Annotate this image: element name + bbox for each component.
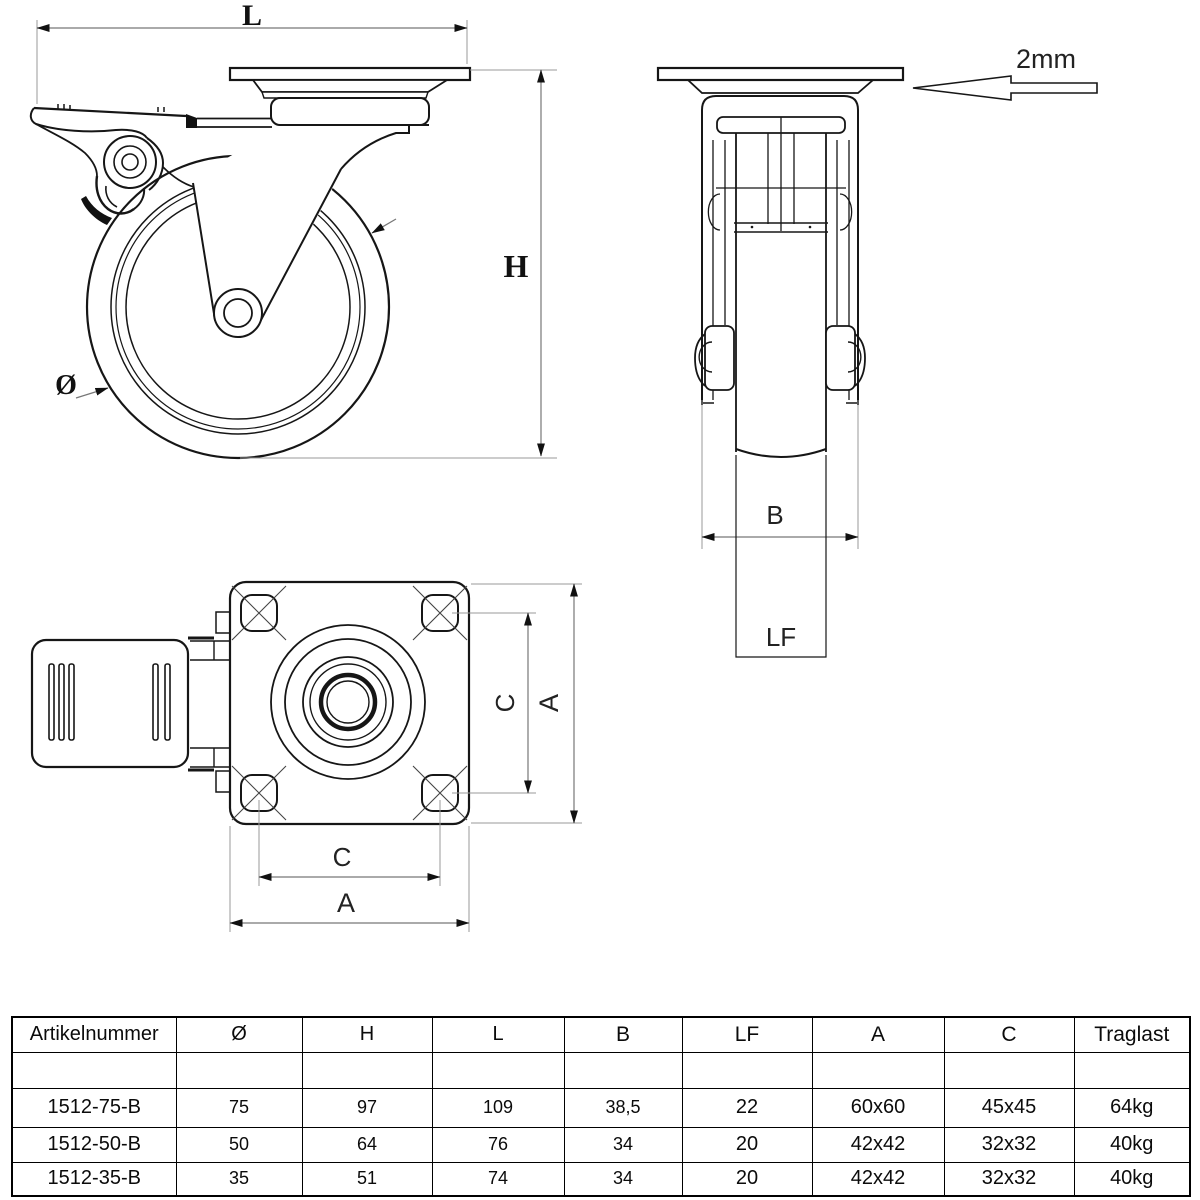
cell-diameter: 35: [176, 1162, 302, 1196]
cell-traglast: 40kg: [1074, 1127, 1190, 1162]
cell-a: 60x60: [812, 1088, 944, 1127]
dim-label-diameter: Ø: [55, 370, 77, 401]
cell-traglast: 64kg: [1074, 1088, 1190, 1127]
cell-h: 64: [302, 1127, 432, 1162]
front-view-drawing: [658, 44, 1097, 657]
cell: [302, 1052, 432, 1088]
cell-h: 97: [302, 1088, 432, 1127]
col-header-b: B: [564, 1017, 682, 1052]
side-view-drawing: [31, 0, 557, 458]
cell-b: 34: [564, 1162, 682, 1196]
cell-l: 109: [432, 1088, 564, 1127]
cell-h: 51: [302, 1162, 432, 1196]
cell: [1074, 1052, 1190, 1088]
cell: [12, 1052, 176, 1088]
col-header-lf: LF: [682, 1017, 812, 1052]
cell: [812, 1052, 944, 1088]
dim-label-bolt-spacing-vertical: C: [490, 693, 520, 713]
cell-a: 42x42: [812, 1127, 944, 1162]
cell: [432, 1052, 564, 1088]
dim-label-bolt-spacing-horizontal: C: [332, 842, 352, 872]
dim-label-plate-thickness: 2mm: [1016, 44, 1076, 74]
cell-lf: 22: [682, 1088, 812, 1127]
cell: [944, 1052, 1074, 1088]
cell-traglast: 40kg: [1074, 1162, 1190, 1196]
cell-b: 38,5: [564, 1088, 682, 1127]
cell-lf: 20: [682, 1127, 812, 1162]
table-empty-row: [12, 1052, 1190, 1088]
col-header-a: A: [812, 1017, 944, 1052]
dim-label-hub-length: LF: [765, 622, 797, 652]
dim-label-plate-size-vertical: A: [534, 693, 564, 713]
cell-l: 76: [432, 1127, 564, 1162]
dim-label-plate-size-horizontal: A: [336, 888, 356, 918]
cell-diameter: 75: [176, 1088, 302, 1127]
col-header-l: L: [432, 1017, 564, 1052]
cell: [682, 1052, 812, 1088]
dim-label-wheel-width: B: [766, 500, 784, 530]
cell-lf: 20: [682, 1162, 812, 1196]
top-view-drawing: [32, 582, 582, 932]
cell: [176, 1052, 302, 1088]
cell-a: 42x42: [812, 1162, 944, 1196]
col-header-artikelnummer: Artikelnummer: [12, 1017, 176, 1052]
dimensions-table: [11, 1016, 1191, 1197]
cell-c: 32x32: [944, 1127, 1074, 1162]
cell-c: 45x45: [944, 1088, 1074, 1127]
col-header-c: C: [944, 1017, 1074, 1052]
cell-artikelnummer: 1512-50-B: [12, 1127, 176, 1162]
cell: [564, 1052, 682, 1088]
col-header-h: H: [302, 1017, 432, 1052]
bolt-hole: [232, 586, 286, 640]
table-row: [12, 1162, 1190, 1196]
col-header-diameter: Ø: [176, 1017, 302, 1052]
table-row: [12, 1088, 1190, 1127]
table-header-row: [12, 1017, 1190, 1052]
cell-diameter: 50: [176, 1127, 302, 1162]
cell-b: 34: [564, 1127, 682, 1162]
cell-l: 74: [432, 1162, 564, 1196]
cell-artikelnummer: 1512-35-B: [12, 1162, 176, 1196]
dim-label-height: H: [503, 248, 529, 284]
cell-c: 32x32: [944, 1162, 1074, 1196]
cell-artikelnummer: 1512-75-B: [12, 1088, 176, 1127]
table-row: [12, 1127, 1190, 1162]
dim-label-length: L: [241, 0, 263, 32]
col-header-traglast: Traglast: [1074, 1017, 1190, 1052]
